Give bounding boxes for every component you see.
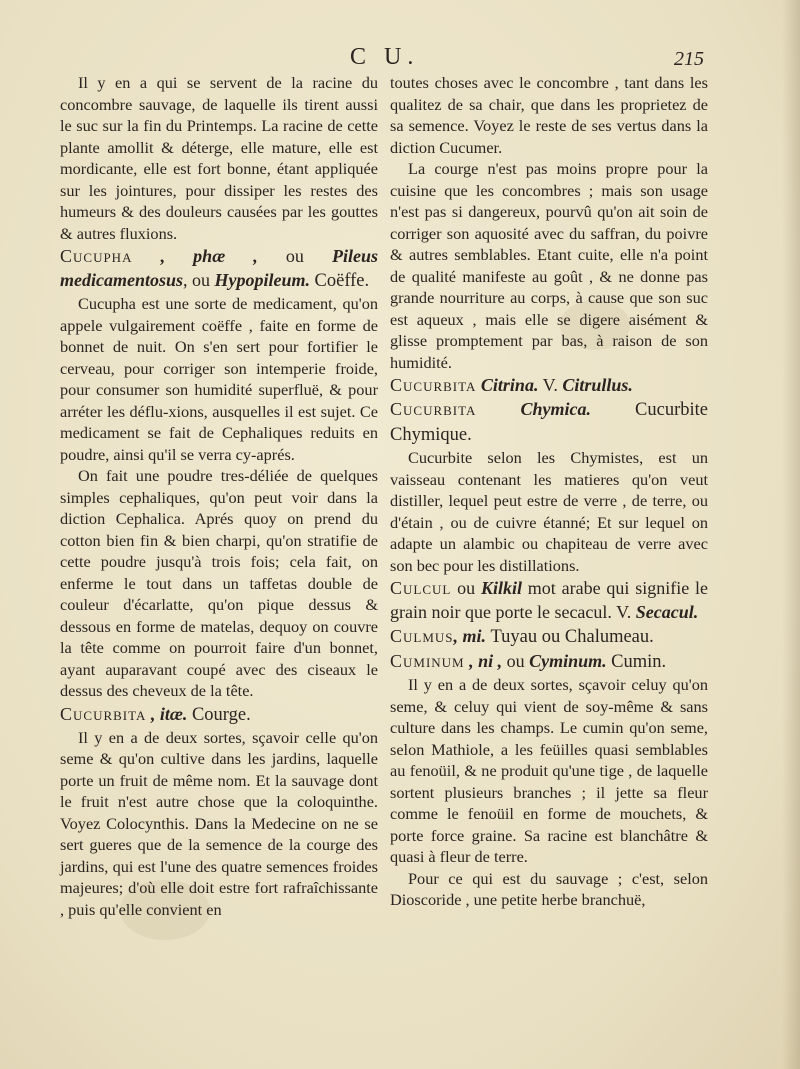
entry-heading-culcul: Culcul ou Kilkil mot arabe qui signifie le grain noir que porte le secacul. V. Secacul.	[390, 578, 708, 622]
headword: Cucurbita	[390, 399, 477, 419]
entry-heading-cucurbita: Cucurbita , itæ. Courge.	[60, 703, 251, 725]
entry-heading-cucupha: Cucupha , phæ , ou Pileus medicamentosus, ou Hypopileum. Coëffe.	[60, 246, 379, 291]
page-header	[0, 44, 800, 74]
entry-heading-cucurbita-citrina: Cucurbita Citrina. V. Citrullus.	[390, 375, 633, 395]
paragraph: toutes choses avec le concombre , tant dans les qualitez de sa chair, que dans les proprietez de sa semence. Voyez le reste de ses vertus dans la diction Cucumer.	[390, 73, 708, 157]
paragraph: La courge n'est pas moins propre pour la cuisine que les concombres ; mais son usage n'est pas si dangereux, pourvû qu'on ait soin de corriger son aquosité avec du saffran, du poivre & autres semblables. Etant cuite, elle n'a point de qualité manifeste au goût , & ne donne pas grande nourriture au corps, à cause que son suc est aqueux , mais elle se digere aisément & glisse promptement par bas, à raison de son humidité.	[390, 159, 708, 372]
paragraph: Pour ce qui est du sauvage ; c'est, selon Dioscoride , une petite herbe branchuë,	[390, 868, 708, 909]
page-number: 215	[674, 48, 704, 70]
entry-heading-cuminum: Cuminum , ni , ou Cyminum. Cumin.	[390, 651, 667, 672]
headword: Culmus	[390, 626, 454, 646]
headword: Culcul	[390, 578, 452, 598]
paragraph: Cucurbite selon les Chymistes, est un vaisseau contenant les matieres qu'on veut distiller, lequel peut estre de verre , de terre, ou d'étain , ou de cuivre étanné; Et sur lequel on adapte un alambic ou chapiteau de verre avec son bec pour les distillations.	[390, 448, 708, 575]
left-column	[60, 72, 378, 920]
running-head: C U.	[350, 44, 420, 70]
page-edge-shadow	[782, 0, 800, 1069]
paragraph: On fait une poudre tres-déliée de quelques simples cephaliques, qu'on peut voir dans la diction Cephalica. Aprés quoy on prend du cotton bien fin & bien charpi, qu'on stratifie de cette poudre jusqu'à trois fois; cela fait, on enferme le tout dans un taffetas double de couleur d'écarlatte, qu'on pique dessus & dessous en forme de matelas, dequoy on couvre la tête comme on pourroit faire d'un bonnet, ayant auparavant coupé avec des ciseaux le dessus des cheveux de la tête.	[60, 466, 378, 700]
headword: Cucurbita	[60, 703, 147, 724]
right-column	[390, 72, 708, 911]
paragraph: Il y en a qui se servent de la racine du concombre sauvage, de laquelle ils tirent aussi le suc sur la fin du Printemps. La racine de cette plante amollit & déterge, elle mature, elle est mordicante, elle est fort bonne, étant appliquée sur les jointures, pour dissiper les restes des humeurs & des douleurs causées par les gouttes & autres fluxions.	[60, 73, 378, 243]
entry-heading-cucurbita-chymica: Cucurbita Chymica. Cucurbite Chymique.	[390, 399, 708, 445]
paragraph: Il y en a de deux sortes, sçavoir celuy qu'on seme, & celuy qui vient de soy-même & sans culture dans les champs. Le cumin qu'on seme, selon Mathiole, a les feüilles quasi semblables au fenoüil, & ne produit qu'une tige , de laquelle sortent plusieurs branches ; il jette sa fleur comme le fenoüil en forme de mouchets, & porte force graine. Sa racine est blanchâtre & quasi à fleur de terre.	[390, 675, 708, 866]
headword: Cucupha	[60, 246, 133, 266]
paragraph: Cucupha est une sorte de medicament, qu'on appele vulgairement coëffe , faite en forme de bonnet de nuit. On s'en sert pour fortifier le cerveau, pour corriger son intemperie froide, pour consumer son humidité superfluë, & pour arréter les déflu-xions, ausquelles il est sujet. Ce medicament se fait de Cephaliques reduits en poudre, ainsi qu'il se verra cy-aprés.	[60, 294, 378, 464]
entry-heading-culmus: Culmus, mi. Tuyau ou Chalumeau.	[390, 626, 654, 647]
paragraph: Il y en a de deux sortes, sçavoir celle qu'on seme & qu'on cultive dans les jardins, laquelle porte un fruit de même nom. Et la sauvage dont le fruit n'est autre chose que la coloquinthe. Voyez Colocynthis. Dans la Medecine on ne se sert gueres que de la semence de la courge des jardins, qui est l'une des quatre semences froides majeures; d'où elle doit estre fort rafraîchissante , puis qu'elle convient en	[60, 727, 378, 919]
headword: Cucurbita	[390, 375, 477, 395]
headword: Cuminum	[390, 651, 465, 671]
